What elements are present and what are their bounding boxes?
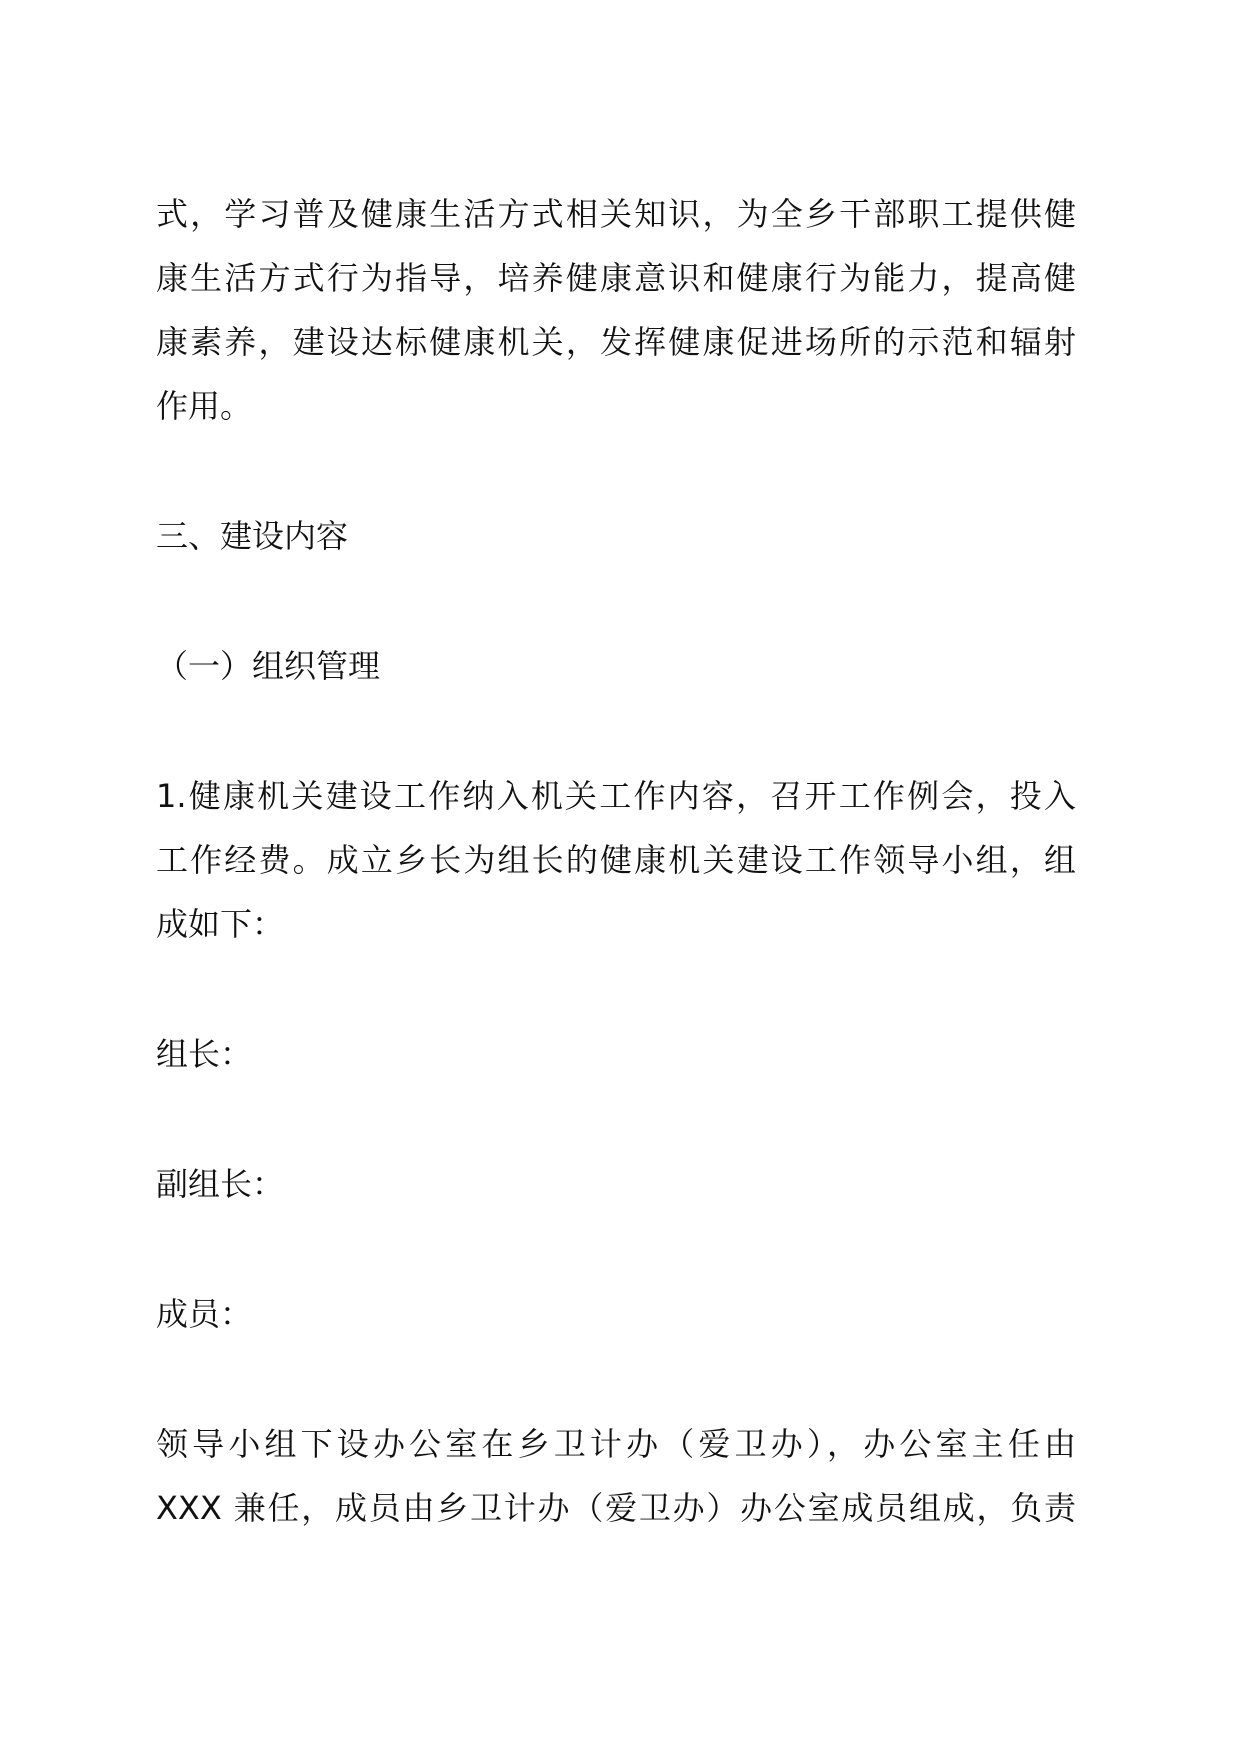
text-line: 成如下：: [156, 905, 285, 943]
deputy-leader-label: 副组长：: [156, 1165, 285, 1203]
leader-label: 组长：: [156, 1035, 253, 1073]
text-line: 康素养，建设达标健康机关，发挥健康促进场所的示范和辐射: [156, 323, 1076, 361]
text-line: 领导小组下设办公室在乡卫计办（爱卫办），办公室主任由: [156, 1425, 1076, 1463]
text-line: 工作经费。成立乡长为组长的健康机关建设工作领导小组，组: [156, 841, 1076, 879]
text-line: 式，学习普及健康生活方式相关知识，为全乡干部职工提供健: [156, 195, 1076, 233]
text-line: 作用。: [156, 387, 253, 425]
text-line: 1.健康机关建设工作纳入机关工作内容，召开工作例会，投入: [156, 777, 1076, 815]
subsection-heading: （一）组织管理: [156, 647, 381, 685]
members-label: 成员：: [156, 1295, 253, 1333]
text-line: XXX 兼任，成员由乡卫计办（爱卫办）办公室成员组成，负责: [156, 1489, 1076, 1527]
section-heading: 三、建设内容: [156, 517, 349, 555]
text-line: 康生活方式行为指导，培养健康意识和健康行为能力，提高健: [156, 259, 1076, 297]
